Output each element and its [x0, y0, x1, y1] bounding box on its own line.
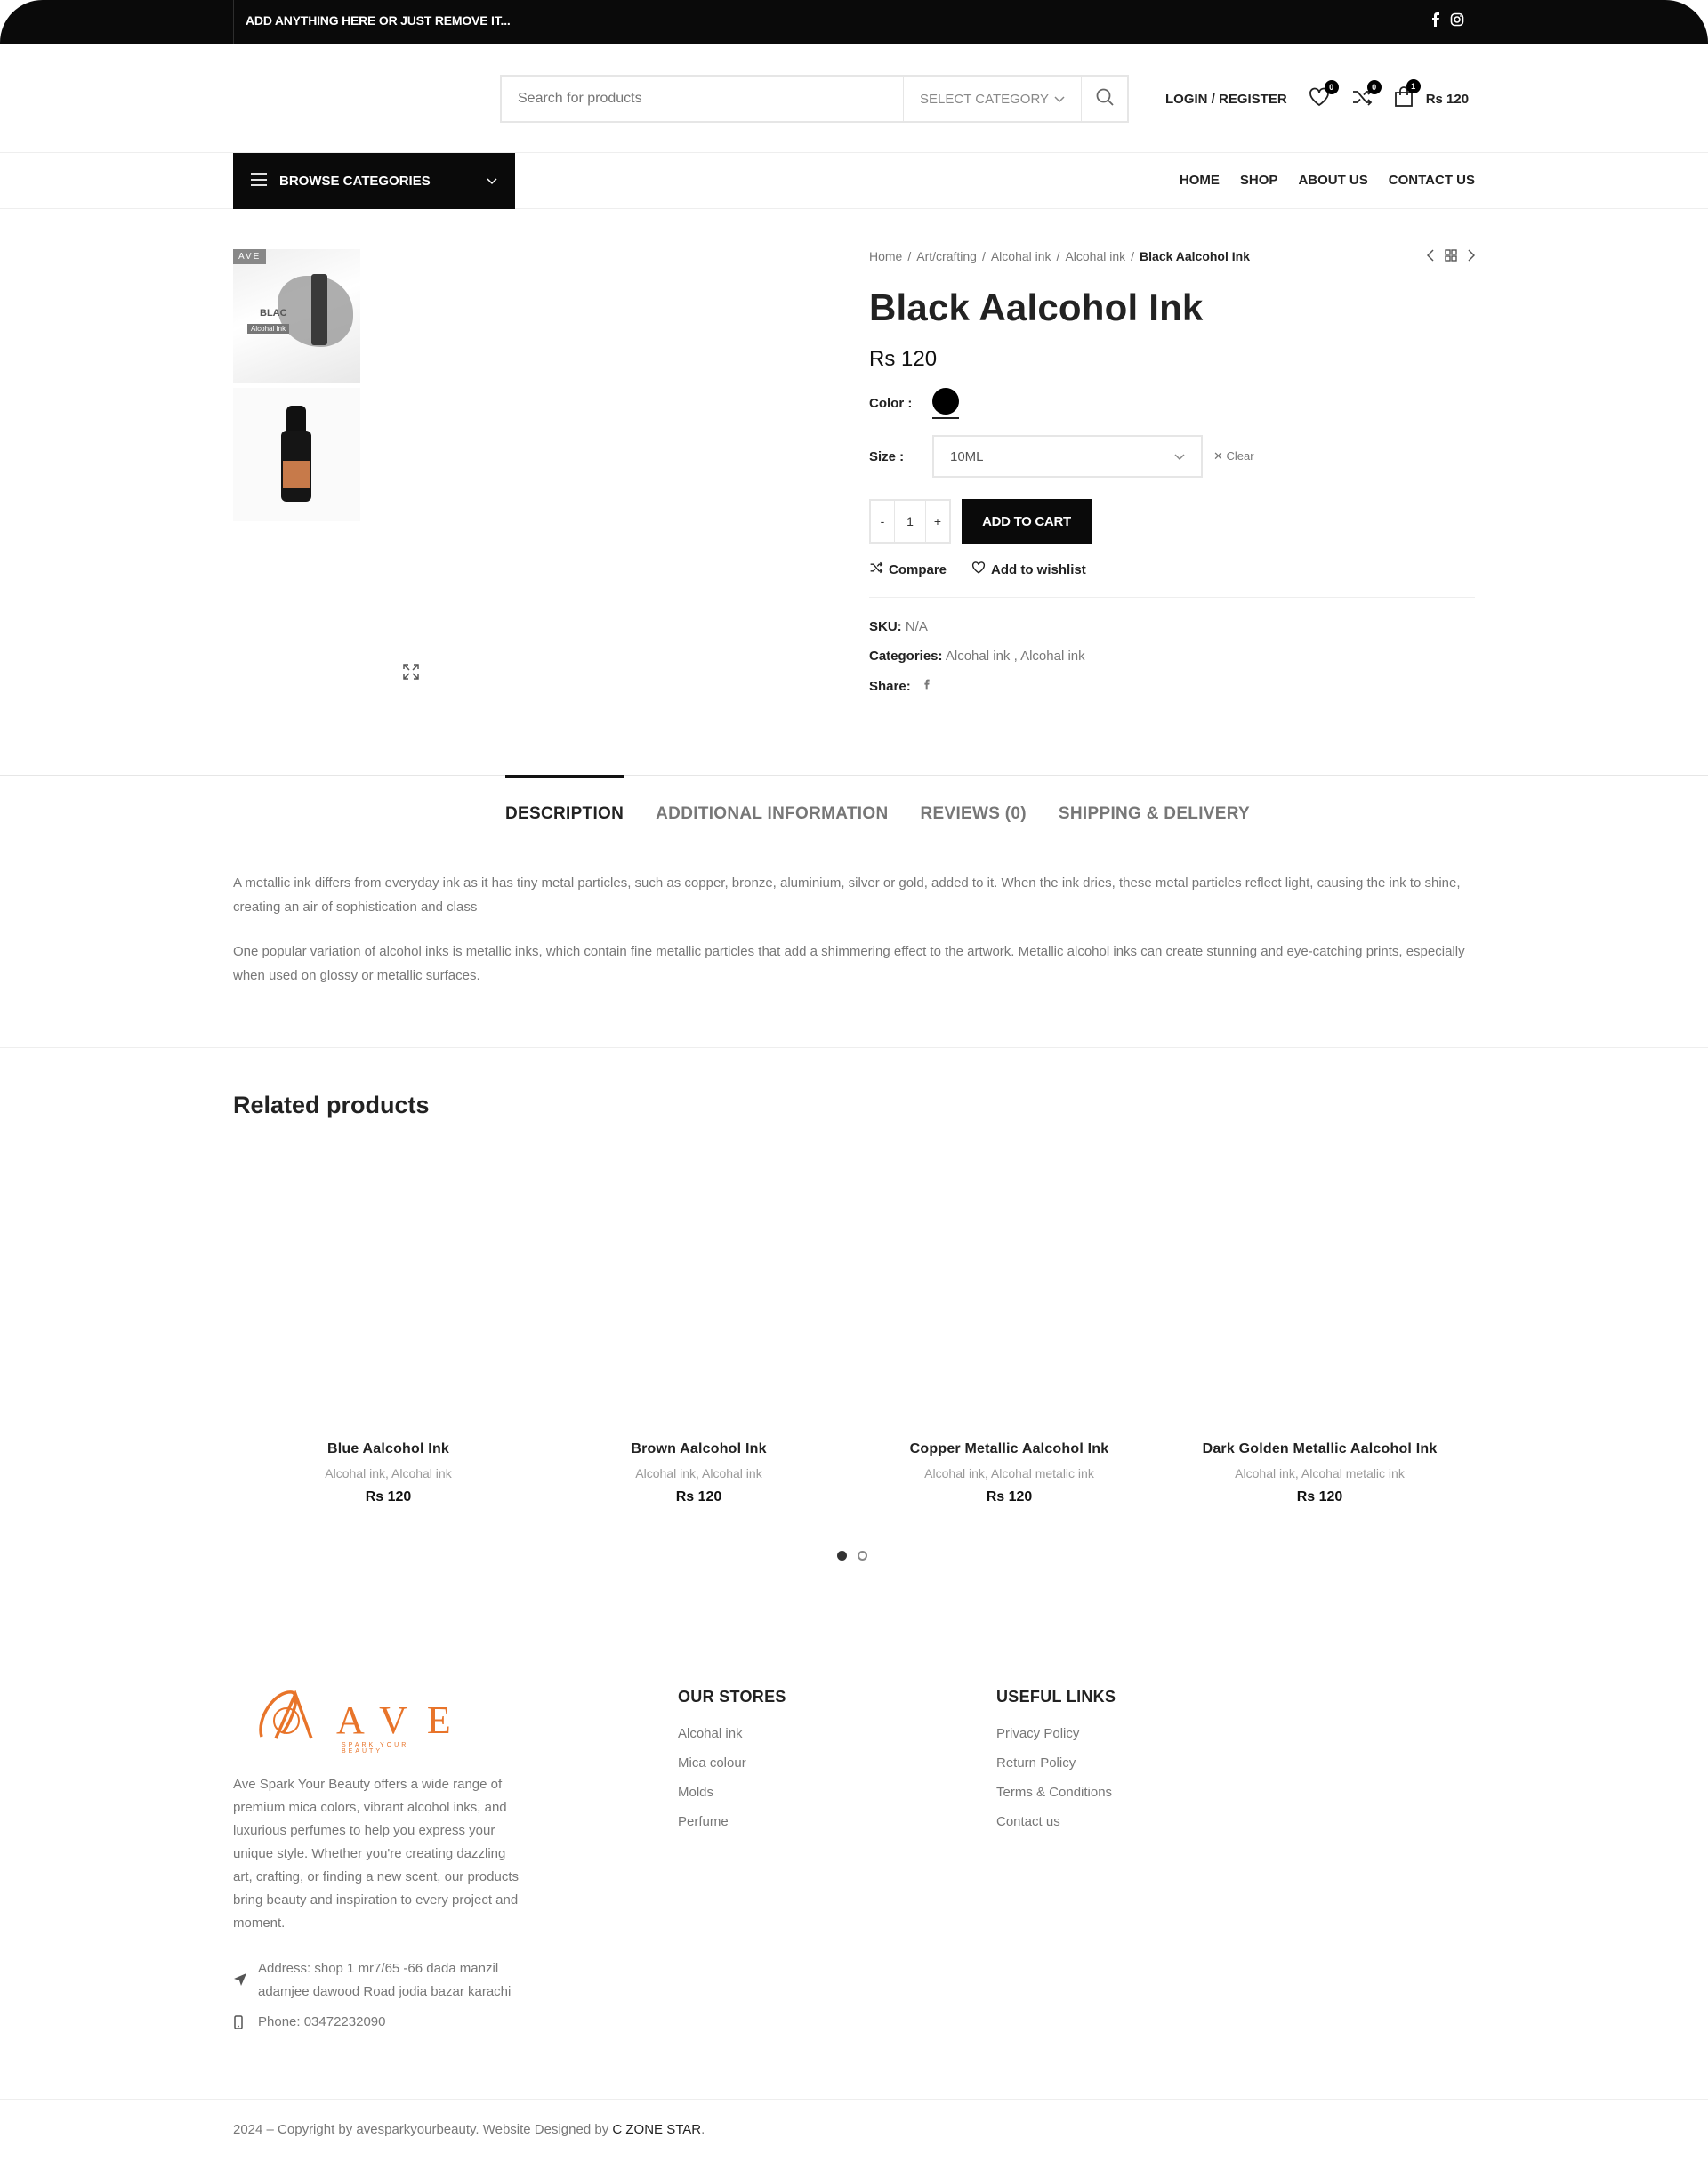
site-header — [0, 44, 1708, 153]
copyright — [233, 2122, 705, 2137]
footer-store-link[interactable]: Mica colour — [678, 1755, 746, 1771]
product-summary — [869, 249, 1475, 694]
categories-links[interactable]: Alcohal ink , Alcohal ink — [945, 649, 1085, 664]
product-card-price: Rs 120 — [675, 1489, 722, 1505]
wishlist-label: Add to wishlist — [991, 561, 1086, 577]
related-products-heading: Related products — [233, 1092, 430, 1118]
product-price: Rs 120 — [869, 347, 938, 371]
product-card-image[interactable] — [544, 1148, 854, 1441]
description-content — [233, 871, 1475, 1008]
logo-tagline: SPARK YOUR BEAUTY — [342, 1742, 409, 1755]
breadcrumb-current: Black Aalcohol Ink — [1140, 249, 1250, 263]
product-card-price: Rs 120 — [986, 1489, 1033, 1505]
size-row — [869, 435, 1475, 478]
thumb-product-text: BLAC — [260, 308, 287, 319]
clear-selection-link[interactable] — [1213, 449, 1254, 464]
product-title: Black Aalcohol Ink — [869, 286, 1204, 328]
compare-link[interactable] — [869, 561, 947, 577]
thumb-brand-label: AVE — [233, 249, 266, 264]
description-paragraph: One popular variation of alcohol inks is metallic inks, which contain fine metallic particles that add a shimmering effect to the artwork. Metallic alcohol inks can create stunning and eye-catching prints, especially when used on glossy or metallic surfaces. — [233, 944, 1465, 983]
color-swatch-group — [932, 388, 959, 419]
footer-store-link[interactable]: Molds — [678, 1785, 714, 1800]
wishlist-button[interactable] — [1309, 83, 1334, 110]
product-card-categories[interactable]: Alcohal ink, Alcohal ink — [325, 1466, 452, 1480]
product-card[interactable] — [544, 1148, 854, 1505]
compare-button[interactable] — [1351, 83, 1377, 110]
top-bar-message: ADD ANYTHING HERE OR JUST REMOVE IT... — [246, 13, 511, 28]
clear-label: Clear — [1226, 449, 1254, 463]
quantity-decrease-button[interactable]: - — [880, 514, 885, 528]
tab-reviews[interactable]: REVIEWS (0) — [920, 804, 1027, 823]
breadcrumb-art-crafting[interactable]: Art/crafting — [916, 249, 977, 263]
categories-row — [869, 649, 1475, 664]
bottle-label — [283, 461, 310, 488]
address-line — [233, 1957, 527, 2004]
product-card-categories[interactable]: Alcohal ink, Alcohal metalic ink — [924, 1466, 1094, 1480]
previous-product-icon[interactable] — [1427, 249, 1434, 265]
bottle-dropper — [286, 406, 306, 432]
carousel-dot-2[interactable] — [858, 1551, 867, 1561]
related-products-list — [233, 1148, 1475, 1505]
shuffle-icon — [869, 561, 883, 577]
product-card-image[interactable] — [854, 1148, 1164, 1441]
footer-contact — [233, 1957, 527, 2045]
chevron-down-icon — [1054, 92, 1065, 107]
product-card-name[interactable]: Copper Metallic Aalcohol Ink — [909, 1441, 1109, 1456]
share-row — [869, 678, 1475, 694]
breadcrumb-alcohal-ink[interactable]: Alcohal ink — [990, 249, 1051, 263]
search-button[interactable] — [1081, 77, 1127, 121]
phone-text[interactable]: Phone: 03472232090 — [258, 2014, 386, 2029]
carousel-pagination — [837, 1551, 867, 1561]
heart-icon — [971, 561, 986, 577]
expand-icon — [403, 664, 419, 684]
product-card-image[interactable] — [233, 1148, 544, 1441]
footer-useful-link[interactable]: Terms & Conditions — [996, 1785, 1113, 1800]
product-card-name[interactable]: Dark Golden Metallic Aalcohol Ink — [1202, 1441, 1438, 1456]
footer-useful-link[interactable]: Privacy Policy — [996, 1726, 1080, 1741]
top-bar — [0, 0, 1708, 44]
quantity-stepper — [869, 499, 951, 544]
product-navigation — [1427, 249, 1475, 265]
next-product-icon[interactable] — [1468, 249, 1475, 265]
search-input[interactable] — [502, 77, 903, 121]
add-to-wishlist-link[interactable] — [971, 561, 1086, 577]
top-bar-divider — [233, 0, 234, 44]
quantity-input[interactable]: 1 — [894, 501, 926, 542]
address-text: Address: shop 1 mr7/65 -66 dada manzil adamjee dawood Road jodia bazar karachi — [258, 1961, 512, 1999]
summary-divider — [869, 597, 1475, 598]
footer-useful-link[interactable]: Return Policy — [996, 1755, 1076, 1771]
breadcrumb-alcohal-ink-2[interactable]: Alcohal ink — [1065, 249, 1126, 263]
quantity-increase-button[interactable]: + — [933, 514, 942, 528]
cart-count: 1 — [1406, 79, 1421, 93]
size-select[interactable] — [932, 435, 1203, 478]
category-select[interactable] — [903, 77, 1081, 121]
product-tabs — [505, 775, 1250, 824]
mobile-phone-icon — [233, 2014, 247, 2037]
chevron-down-icon — [1174, 449, 1185, 464]
product-thumbnails — [233, 249, 360, 527]
sku-row — [869, 619, 1475, 634]
nav-menu — [1180, 173, 1475, 188]
footer-about: Ave Spark Your Beauty offers a wide range of premium mica colors, vibrant alcohol inks, and luxurious perfumes to help you express your unique style. Whether you're creating dazzling art, crafting, or finding a new scent, our products bring beauty and inspiration to every project and moment. — [233, 1777, 519, 1931]
size-label: Size : — [869, 448, 905, 464]
footer-stores-title: OUR STORES — [678, 1688, 786, 1706]
sku-label: SKU: — [869, 619, 902, 634]
nav-shop[interactable]: SHOP — [1239, 173, 1278, 188]
copyright-text: 2024 – Copyright by avesparkyourbeauty. Website Designed by — [233, 2122, 609, 2137]
product-thumbnail-2[interactable] — [233, 388, 360, 521]
login-register-link[interactable]: LOGIN / REGISTER — [1165, 91, 1287, 107]
search-bar — [500, 75, 1129, 123]
color-row — [869, 388, 1475, 419]
copyright-end: . — [701, 2122, 705, 2137]
nav-contact-us[interactable]: CONTACT US — [1388, 173, 1475, 188]
close-icon: ✕ — [1213, 449, 1223, 463]
product-card-name[interactable]: Brown Aalcohol Ink — [631, 1441, 767, 1456]
location-arrow-icon — [233, 1972, 247, 1995]
product-card-price: Rs 120 — [365, 1489, 412, 1505]
footer-links-title: USEFUL LINKS — [996, 1688, 1116, 1706]
social-links — [1430, 12, 1464, 31]
nav-about-us[interactable]: ABOUT US — [1298, 173, 1368, 188]
bottle-image — [311, 274, 327, 345]
grid-icon[interactable] — [1445, 249, 1457, 265]
add-to-cart-button[interactable]: ADD TO CART — [962, 499, 1092, 544]
wishlist-count: 0 — [1325, 80, 1339, 94]
hamburger-icon — [251, 173, 267, 190]
compare-count: 0 — [1367, 80, 1382, 94]
breadcrumb-home[interactable]: Home — [869, 249, 903, 263]
tab-shipping-delivery[interactable]: SHIPPING & DELIVERY — [1058, 804, 1251, 823]
breadcrumb-separator: / — [981, 249, 986, 263]
product-thumbnail-1[interactable] — [233, 249, 360, 383]
product-card[interactable] — [1164, 1148, 1475, 1505]
cart-total: Rs 120 — [1425, 91, 1470, 107]
facebook-icon[interactable] — [923, 678, 931, 694]
tab-description[interactable]: DESCRIPTION — [505, 775, 624, 824]
footer-logo[interactable] — [249, 1682, 471, 1755]
logo-text: AVE — [336, 1698, 471, 1742]
breadcrumb-separator: / — [1056, 249, 1060, 263]
search-icon — [1095, 87, 1115, 111]
tab-additional-information[interactable]: ADDITIONAL INFORMATION — [656, 804, 889, 823]
compare-label: Compare — [889, 561, 947, 577]
color-label: Color : — [869, 396, 913, 411]
instagram-icon[interactable] — [1450, 12, 1464, 31]
share-label: Share: — [869, 678, 911, 694]
product-card-price: Rs 120 — [1296, 1489, 1343, 1505]
footer-useful-link[interactable]: Contact us — [996, 1814, 1060, 1829]
description-paragraph: A metallic ink differs from everyday ink as it has tiny metal particles, such as copper, bronze, aluminium, silver or gold, added to it. When the ink dries, these metal particles reflect light, causing the ink to shine, creating an air of sophistication and class — [233, 875, 1461, 915]
facebook-icon[interactable] — [1430, 12, 1441, 31]
size-select-value: 10ML — [950, 448, 984, 464]
breadcrumb-separator: / — [1131, 249, 1135, 263]
add-to-cart-row — [869, 499, 1475, 544]
product-card[interactable] — [854, 1148, 1164, 1505]
product-card-name[interactable]: Blue Aalcohol Ink — [326, 1441, 450, 1456]
product-card-categories[interactable]: Alcohal ink, Alcohal metalic ink — [1235, 1466, 1405, 1480]
main-navigation — [0, 153, 1708, 209]
chevron-down-icon — [487, 173, 497, 189]
carousel-dot-1[interactable] — [837, 1551, 847, 1561]
breadcrumb — [869, 249, 1475, 263]
cart-button[interactable] — [1394, 82, 1470, 111]
thumb-product-sub: Alcohal Ink — [247, 324, 289, 334]
nav-home[interactable]: HOME — [1179, 173, 1220, 188]
breadcrumb-separator: / — [907, 249, 912, 263]
product-card[interactable] — [233, 1148, 544, 1505]
browse-categories-button[interactable] — [233, 153, 515, 209]
phone-line — [233, 2011, 527, 2037]
section-divider — [0, 1047, 1708, 1048]
footer-links-column — [996, 1688, 1116, 1843]
footer-store-link[interactable]: Perfume — [678, 1814, 729, 1829]
header-actions — [1165, 82, 1470, 111]
designer-link[interactable]: C ZONE STAR — [612, 2122, 702, 2137]
product-card-categories[interactable]: Alcohal ink, Alcohal ink — [635, 1466, 762, 1480]
footer-stores-column — [678, 1688, 786, 1843]
category-select-label: SELECT CATEGORY — [920, 91, 1050, 107]
browse-categories-label: BROWSE CATEGORIES — [279, 173, 431, 189]
sku-value: N/A — [905, 619, 928, 634]
product-actions — [869, 561, 1475, 577]
swatch-underline — [932, 417, 959, 419]
footer-divider — [0, 2099, 1708, 2100]
color-swatch-black[interactable] — [932, 388, 959, 415]
footer-store-link[interactable]: Alcohal ink — [678, 1726, 743, 1741]
product-card-image[interactable] — [1164, 1148, 1475, 1441]
categories-label: Categories: — [869, 649, 943, 664]
zoom-expand-button[interactable] — [399, 661, 423, 686]
